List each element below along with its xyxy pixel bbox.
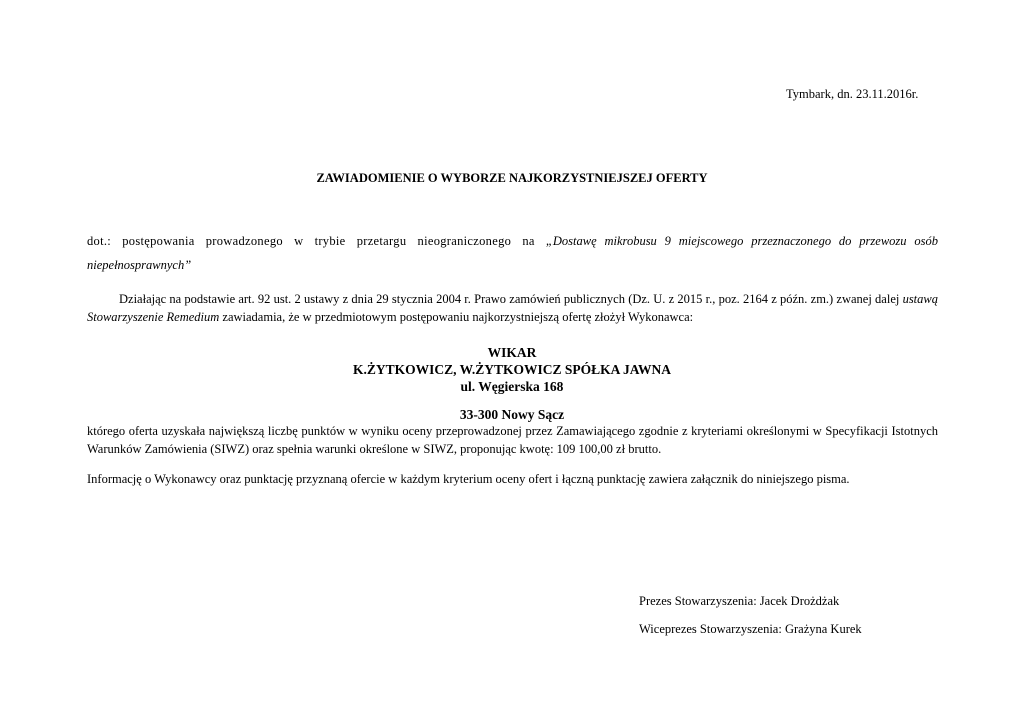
vice-president-signature: Wiceprezes Stowarzyszenia: Grażyna Kurek [639, 622, 862, 636]
winner-block [0, 344, 1024, 395]
body-paragraph [87, 290, 938, 326]
subject-prefix: dot.: postępowania prowadzonego w trybie przetargu nieograniczonego na [87, 234, 546, 248]
president-signature: Prezes Stowarzyszenia: Jacek Drożdżak [639, 594, 840, 608]
offer-paragraph: którego oferta uzyskała największą liczbę punktów w wyniku oceny przeprowadzonej przez Zamawiającego zgodnie z kryteriami określonymi w Specyfikacji Istotnych Warunków Zamówienia (SIWZ) oraz spełnia warunki określone w SIWZ, proponując kwotę: 109 100,00 zł brutto. [87, 424, 938, 456]
body-italic: ustawą Stowarzyszenie Remedium [87, 292, 938, 324]
winner-company: K.ŻYTKOWICZ, W.ŻYTKOWICZ SPÓŁKA JAWNA [352, 362, 672, 377]
subject-paragraph [87, 229, 938, 277]
document-title: ZAWIADOMIENIE O WYBORZE NAJKORZYSTNIEJSZEJ OFERTY [316, 171, 708, 185]
info-paragraph: Informację o Wykonawcy oraz punktację przyznaną ofercie w każdym kryterium oceny ofert i łączną punktację zawiera załącznik do niniejszego pisma. [87, 472, 850, 486]
body-part2: zawiadamia, że w przedmiotowym postępowaniu najkorzystniejszą ofertę złożył Wykonawca: [219, 310, 694, 324]
winner-name: WIKAR [487, 345, 537, 360]
date-line: Tymbark, dn. 23.11.2016r. [786, 87, 919, 101]
body-part1: Działając na podstawie art. 92 ust. 2 ustawy z dnia 29 stycznia 2004 r. Prawo zamówień publicznych (Dz. U. z 2015 r., poz. 2164 z późn. zm.) zwanej dalej [119, 292, 903, 306]
subject-contract-name: „Dostawę mikrobusu 9 miejscowego przeznaczonego do przewozu osób niepełnosprawnych” [87, 234, 939, 272]
winner-street: ul. Węgierska 168 [460, 379, 564, 394]
winner-city: 33-300 Nowy Sącz [459, 407, 565, 422]
